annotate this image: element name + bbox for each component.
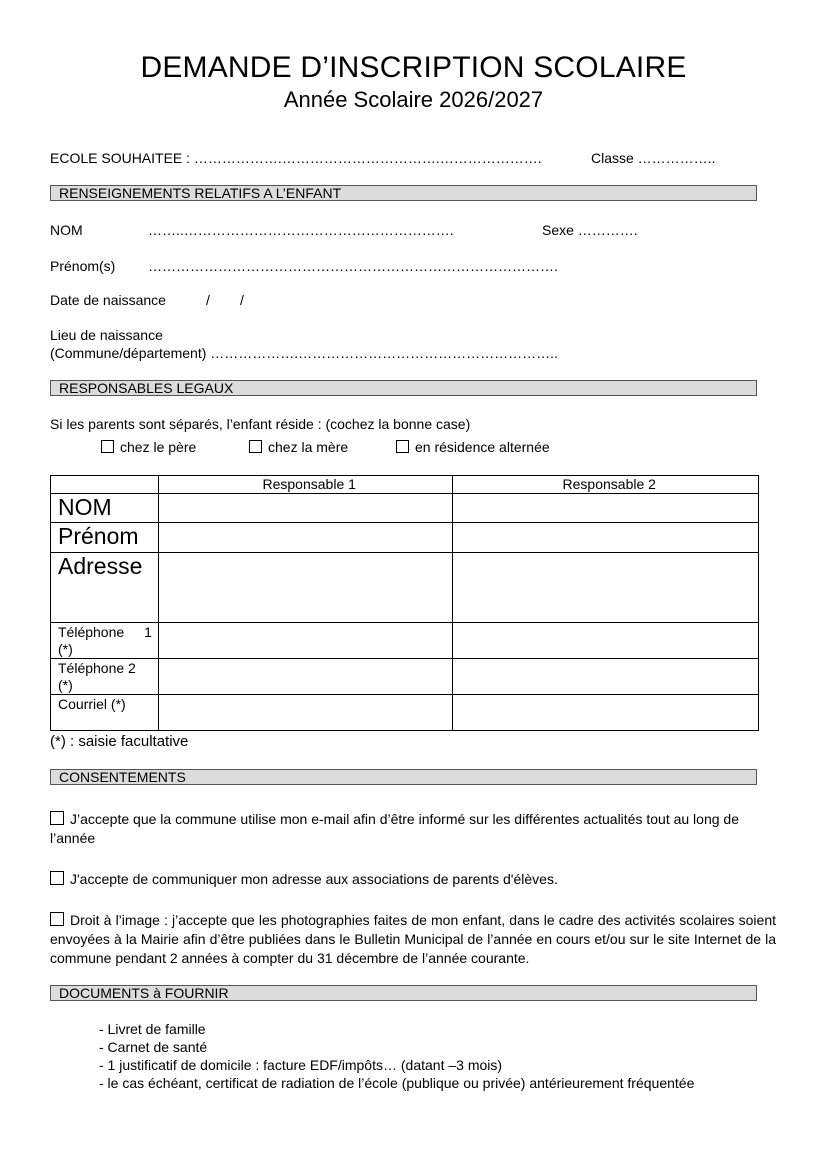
- table-row: [51, 659, 759, 695]
- school-year-subtitle: Année Scolaire 2026/2027: [283, 87, 544, 112]
- column-header: Responsable 2: [453, 476, 759, 494]
- responsable2-prenom-cell[interactable]: [453, 523, 759, 553]
- checkbox[interactable]: [50, 871, 64, 885]
- child-nom-field[interactable]: ……..………………………………………………….: [148, 222, 454, 238]
- checkbox[interactable]: [249, 440, 262, 453]
- table-header-row: [51, 476, 759, 494]
- section-legal-header: RESPONSABLES LEGAUX: [50, 380, 757, 396]
- optional-note: (*) : saisie facultative: [50, 733, 189, 750]
- residence-option-mother[interactable]: [249, 439, 348, 455]
- table-row: [51, 494, 759, 523]
- consent-email[interactable]: [50, 810, 776, 848]
- responsable2-adresse-cell[interactable]: [453, 553, 759, 623]
- responsable2-telephone2-cell[interactable]: [453, 659, 759, 695]
- child-prenom-label: Prénom(s): [50, 258, 116, 274]
- child-sexe-field[interactable]: Sexe ………….: [542, 222, 638, 238]
- documents-list: [99, 1020, 694, 1092]
- responsable1-telephone1-cell[interactable]: [158, 623, 453, 659]
- dob-separator: /: [206, 292, 210, 308]
- row-label-telephone1: Téléphone 1 (*): [51, 623, 159, 659]
- consent-image-text: Droit à l’image : j’accepte que les photographies faites de mon enfant, dans le cadre des activités scolaires soient envoyées à la Mairie afin d’être publiées dans le Bulletin Municipal de l’année en cours et/ou sur le site Internet de la commune pendant 2 années à compter du 31 décembre de l’année courante.: [50, 912, 776, 966]
- responsable1-prenom-cell[interactable]: [158, 523, 453, 553]
- list-item: - le cas échéant, certificat de radiation de l’école (publique ou privée) antérieurement fréquentée: [99, 1075, 695, 1091]
- table-row: [51, 623, 759, 659]
- table-corner-cell: [51, 476, 159, 494]
- child-pob-field[interactable]: (Commune/département) ……………….………………………………………………..: [50, 345, 558, 361]
- checkbox[interactable]: [396, 440, 409, 453]
- page-title: DEMANDE D’INSCRIPTION SCOLAIRE: [140, 51, 687, 84]
- row-label-nom: NOM: [51, 494, 159, 523]
- row-label-telephone2: Téléphone 2 (*): [51, 659, 159, 695]
- residence-option-alternate[interactable]: [396, 439, 550, 455]
- list-item: - Livret de famille: [99, 1021, 206, 1037]
- row-label-prenom: Prénom: [51, 523, 159, 553]
- section-child-header: RENSEIGNEMENTS RELATIFS A L’ENFANT: [50, 185, 757, 201]
- child-dob-label: Date de naissance: [50, 292, 166, 308]
- table-row: [51, 523, 759, 553]
- child-pob-label: Lieu de naissance: [50, 327, 163, 343]
- table-row: [51, 695, 759, 731]
- option-label: en résidence alternée: [415, 439, 550, 455]
- responsables-table: [50, 475, 759, 731]
- responsable1-adresse-cell[interactable]: [158, 553, 453, 623]
- section-documents-header: DOCUMENTS à FOURNIR: [50, 985, 757, 1001]
- consent-address[interactable]: [50, 870, 776, 889]
- school-field[interactable]: ECOLE SOUHAITEE : ……………….…………………………….………………….: [50, 150, 542, 166]
- checkbox[interactable]: [101, 440, 114, 453]
- consent-email-text: J’accepte que la commune utilise mon e-mail afin d’être informé sur les différentes actualités tout au long de l’année: [50, 811, 739, 846]
- column-header: Responsable 1: [158, 476, 453, 494]
- child-prenom-field[interactable]: …………………………………………………………………………….: [148, 258, 558, 274]
- dob-separator: /: [240, 292, 244, 308]
- responsable2-telephone1-cell[interactable]: [453, 623, 759, 659]
- row-label-courriel: Courriel (*): [51, 695, 159, 731]
- list-item: - 1 justificatif de domicile : facture EDF/impôts… (datant –3 mois): [99, 1057, 503, 1073]
- responsable1-nom-cell[interactable]: [158, 494, 453, 523]
- consent-image[interactable]: [50, 911, 776, 968]
- option-label: chez la mère: [268, 439, 349, 455]
- responsable1-courriel-cell[interactable]: [158, 695, 453, 731]
- residence-question: Si les parents sont séparés, l’enfant réside : (cochez la bonne case): [50, 416, 471, 432]
- checkbox[interactable]: [50, 811, 64, 825]
- responsable2-courriel-cell[interactable]: [453, 695, 759, 731]
- list-item: - Carnet de santé: [99, 1039, 208, 1055]
- child-nom-label: NOM: [50, 222, 83, 238]
- class-field[interactable]: Classe ……………..: [591, 150, 716, 166]
- option-label: chez le père: [120, 439, 197, 455]
- checkbox[interactable]: [50, 912, 64, 926]
- residence-option-father[interactable]: [101, 439, 196, 455]
- consent-address-text: J'accepte de communiquer mon adresse aux associations de parents d'élèves.: [70, 871, 558, 887]
- row-label-adresse: Adresse: [51, 553, 159, 623]
- section-consents-header: CONSENTEMENTS: [50, 769, 757, 785]
- table-row: [51, 553, 759, 623]
- responsable2-nom-cell[interactable]: [453, 494, 759, 523]
- responsable1-telephone2-cell[interactable]: [158, 659, 453, 695]
